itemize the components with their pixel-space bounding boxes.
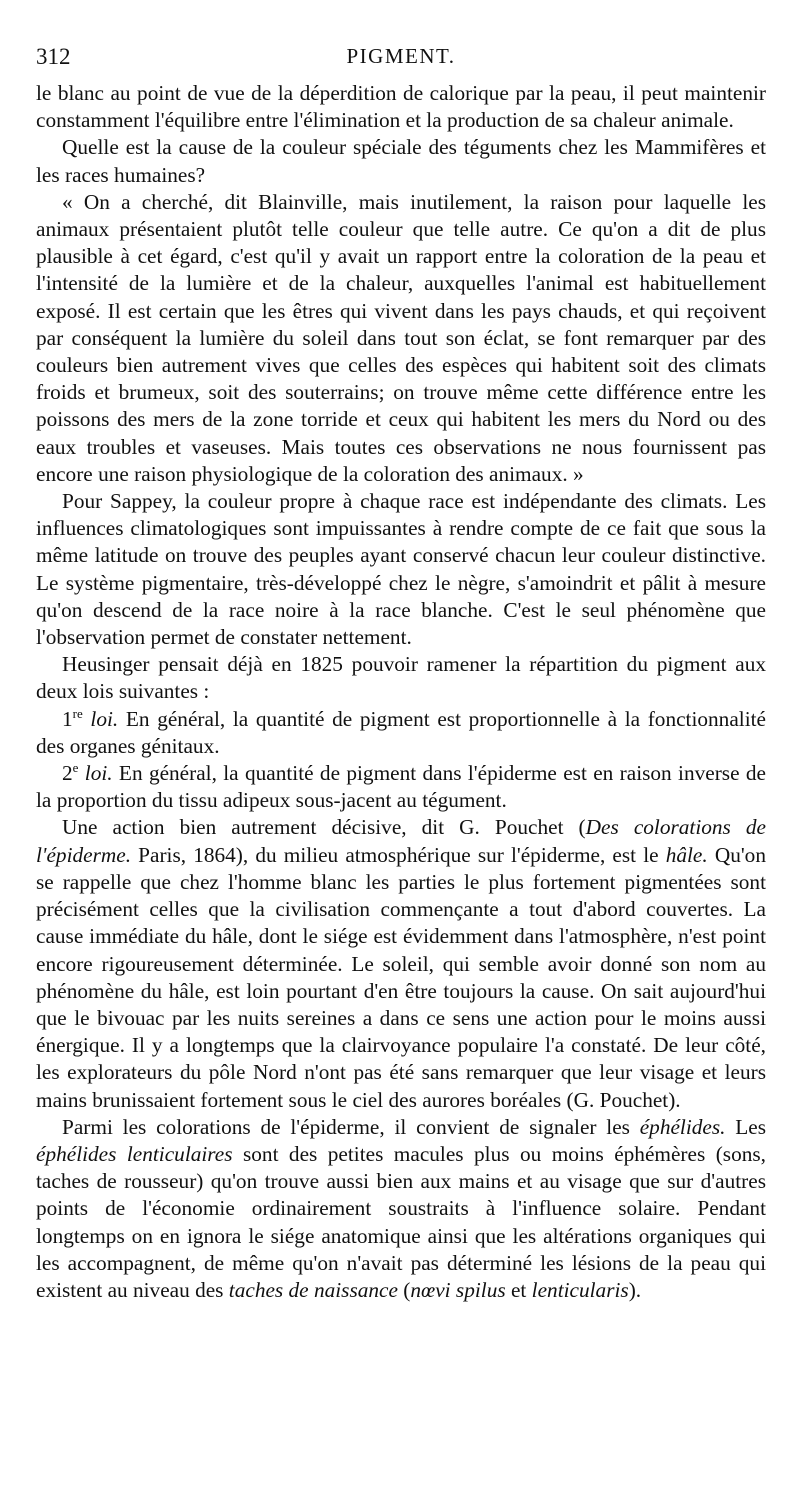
text-run: « On a cherché, dit Blainville, mais inutilement, la raison pour laquelle les animaux présentaient plutôt telle couleur que telle autre. Ce qu'on a dit de plus plausible à cet égard, c'est qu'il y avait un rapport entre la coloration de la peau et l'intensité de la lumière et de la chaleur, auxquelles l'animal est habituellement exposé. Il est certain que les êtres qui vivent dans les pays chauds, et qui reçoivent par conséquent la lumière du soleil dans tout son éclat, se font remarquer par des couleurs bien autrement vives que celles des espèces qui habitent soit des climats froids et brumeux, soit des souterrains; on trouve même cette différence entre les poissons des mers de la zone torride et ceux qui habitent les mers du Nord ou des eaux troubles et vaseuses. Mais toutes ces observations ne nous fournissent pas encore une raison physiologique de la coloration des animaux. »: [36, 189, 766, 486]
paragraph: [36, 651, 766, 705]
text-run: Qu'on se rappelle que chez l'homme blanc les parties le plus fortement pigmentées sont précisément celles que la civilisation commençante a tout d'abord couvertes. La cause immédiate du hâle, dont le siége est évidemment dans l'atmosphère, n'est point encore rigoureusement déterminée. Le soleil, qui semble avoir donné son nom au phénomène du hâle, est loin pourtant d'en être toujours la cause. On sait aujourd'hui que le bivouac par les nuits sereines a dans ce sens une action pour le moins aussi énergique. Il y a longtemps que la clairvoyance populaire l'a constaté. De leur côté, les explorateurs du pôle Nord n'ont pas été sans remarquer que leur visage et leurs mains brunissaient fortement sous le ciel des aurores boréales (G. Pouchet).: [36, 842, 766, 1112]
paragraph: [36, 80, 766, 134]
text-run: Parmi les colorations de l'épiderme, il convient de signaler les: [62, 1114, 640, 1139]
text-run: ).: [628, 1277, 642, 1302]
text-run: 2: [62, 761, 73, 786]
text-run: et: [505, 1277, 532, 1302]
text-run: le blanc au point de vue de la déperdition de calorique par la peau, il peut maintenir constamment l'équilibre entre l'élimination et la production de sa chaleur animale.: [36, 81, 766, 133]
text-run: Les: [725, 1114, 766, 1139]
paragraph: [36, 189, 766, 488]
italic-text: lenticularis: [531, 1277, 629, 1302]
text-run: Pour Sappey, la couleur propre à chaque race est indépendante des climats. Les influences climatologiques sont impuissantes à rendre compte de ce fait que sous la même latitude on trouve des peuples ayant conservé chacun leur couleur distinctive. Le système pigmentaire, très-développé chez le nègre, s'amoindrit et pâlit à mesure qu'on descend de la race noire à la race blanche. C'est le seul phénomène que l'observation permet de constater nettement.: [36, 489, 766, 650]
italic-text: loi.: [82, 706, 119, 731]
italic-text: loi.: [78, 761, 113, 786]
body-text: [36, 80, 766, 1304]
ordinal-suffix: re: [72, 705, 83, 721]
text-run: En général, la quantité de pigment dans l'épiderme est en raison inverse de la proportion du tissu adipeux sous-jacent au tégument.: [36, 761, 766, 813]
text-run: En général, la quantité de pigment est proportionnelle à la fonctionnalité des organes génitaux.: [36, 706, 766, 758]
italic-text: taches de naissance: [228, 1277, 398, 1302]
paragraph: [36, 488, 766, 651]
paragraph: [36, 814, 766, 1113]
text-run: sont des petites macules plus ou moins éphémères (sons, taches de rousseur) qu'on trouve aussi bien aux mains et au visage que sur d'autres points de l'économie ordinairement soustraits à l'influence solaire. Pendant longtemps on en ignora le siége anatomique ainsi que les altérations organiques qui les accompagnent, de même qu'on n'avait pas déterminé les lésions de la peau qui existent au niveau des: [36, 1141, 766, 1302]
italic-text: nœvi spilus: [410, 1277, 506, 1302]
running-title: PIGMENT.: [346, 44, 456, 68]
paragraph: [36, 1114, 766, 1304]
text-run: Une action bien autrement décisive, dit G. Pouchet (: [62, 815, 586, 840]
italic-text: Des colorations de l'épiderme.: [36, 815, 766, 867]
ordinal-suffix: e: [72, 759, 79, 775]
italic-text: éphélides.: [639, 1114, 726, 1139]
italic-text: éphélides lenticulaires: [36, 1141, 233, 1166]
text-run: 1: [62, 706, 73, 731]
paragraph: [36, 760, 766, 814]
text-run: Quelle est la cause de la couleur spéciale des téguments chez les Mammifères et les races humaines?: [36, 135, 766, 187]
page-number: 312: [36, 44, 71, 69]
text-run: Heusinger pensait déjà en 1825 pouvoir ramener la répartition du pigment aux deux lois suivantes :: [36, 652, 766, 704]
page-header: [36, 44, 766, 74]
paragraph: [36, 134, 766, 188]
paragraph: [36, 706, 766, 760]
text-run: Paris, 1864), du milieu atmosphérique sur l'épiderme, est le: [131, 842, 666, 867]
text-run: (: [397, 1277, 411, 1302]
italic-text: hâle.: [665, 842, 708, 867]
